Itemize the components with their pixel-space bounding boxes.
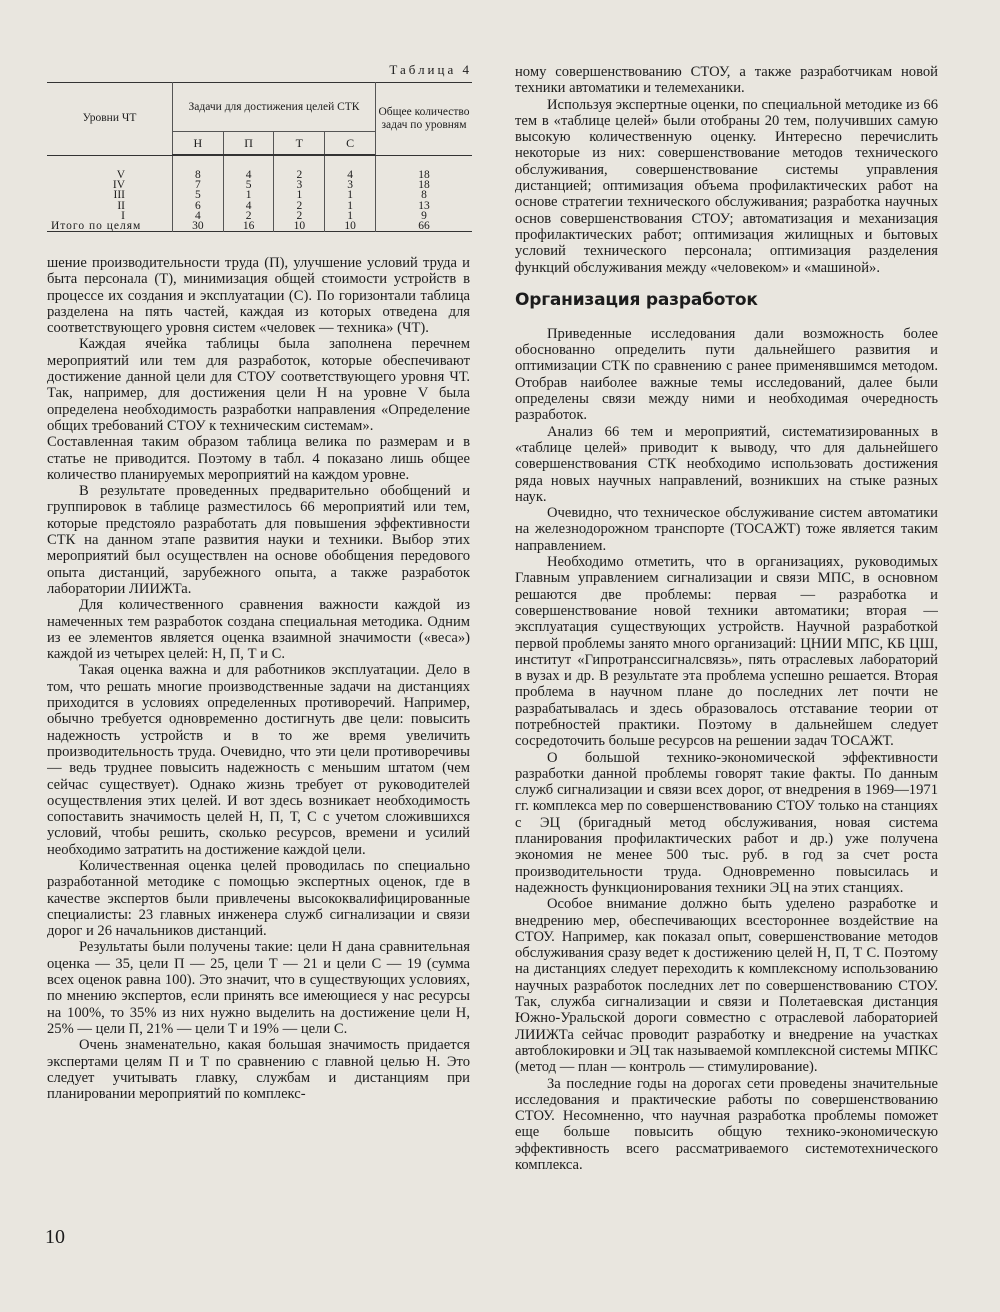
- header-goal-t: Т: [274, 132, 325, 155]
- cell: 4: [223, 201, 274, 211]
- page-number: 10: [45, 1226, 65, 1248]
- cell: 10: [274, 221, 325, 232]
- cell: 3: [325, 180, 376, 190]
- cell: 30: [173, 221, 224, 232]
- row-level: IV: [112, 179, 125, 192]
- table-row: [47, 190, 472, 200]
- cell: 3: [274, 180, 325, 190]
- paragraph: Такая оценка важна и для работников эксплуатации. Дело в том, что решать многие производственные задачи на дистанциях приходится в условиях определенных противоречий. Например, обычно требуется одновременно достигнуть две цели: повысить надежность устройств и в то же время увеличить производительность труда. Очевидно, что эти цели противоречивы — ведь труднее повысить надежность с меньшим штатом (чем сейчас существует). Однако жизнь требует от руководителей осуществления этих целей. И вот здесь возникает необходимость сопоставить значимость целей Н, П, Т, С с учетом сложившихся условий, чтобы решить, сколько ресурсов, времени и усилий необходимо затратить на достижение каждой цели.: [47, 662, 470, 858]
- paragraph: Результаты были получены такие: цели Н дана сравнительная оценка — 35, цели П — 25, цели Т — 21 и цели С — 19 (сумма всех оценок равна 100). Это значит, что в существующих условиях, по мнению экспертов, если принять все имеющиеся у нас ресурсы на 100%, то 35% из них нужно выделить на достижение цели Н, 25% — цели П, 21% — цели Т и 19% — цели С.: [47, 939, 470, 1037]
- row-level: V: [116, 169, 125, 181]
- cell: 8: [173, 156, 224, 181]
- table-row: [47, 156, 472, 181]
- cell: 5: [173, 190, 224, 200]
- paragraph: За последние годы на дорогах сети проведены значительные исследования и практические работы по совершенствованию СТОУ. Несомненно, что научная разработка проблемы поможет еще больше повысить общую технико-экономическую эффективность всего рассматриваемого системотехнического комплекса.: [515, 1075, 938, 1173]
- cell: 10: [325, 221, 376, 232]
- cell: 2: [274, 201, 325, 211]
- paragraph: Для количественного сравнения важности каждой из намеченных тем разработок создана специальная методика. Одним из ее элементов является оценка взаимной значимости («веса») каждой из четырех целей: Н, П, Т и С.: [47, 597, 470, 663]
- cell: 1: [325, 190, 376, 200]
- cell: 1: [274, 190, 325, 200]
- cell-total: 18: [376, 156, 473, 181]
- cell-total: 9: [376, 211, 473, 221]
- paragraph: Необходимо отметить, что в организациях, руководимых Главным управлением сигнализации и связи МПС, в основном решаются две проблемы: первая — разработка и совершенствование новой техники автоматики; вторая — эксплуатация существующих устройств. Научной разработкой первой проблемы занято много организаций: ЦНИИ МПС, КБ ЦШ, институт «Гипротранссигналсвязь», пять отраслевых лабораторий в вузах и др. В результате эта проблема успешно решается. Вторая проблема в научном плане до последних лет почти не разрабатывалась и здесь образовалось отставание теории от потребностей практики. Поэтому в дальнейшем следует сосредоточить больше ресурсов на решении задач ТОСАЖТ.: [515, 554, 938, 750]
- table-caption: Таблица 4: [389, 62, 472, 77]
- cell-total: 8: [376, 190, 473, 200]
- row-level: I: [121, 209, 125, 222]
- paragraph: Составленная таким образом таблица велика по размерам и в статье не приводится. Поэтому в табл. 4 показано лишь общее количество планируемых мероприятий на каждом уровне.: [47, 434, 470, 483]
- cell: 6: [173, 201, 224, 211]
- cell: 2: [223, 211, 274, 221]
- header-tasks-group: Задачи для достижения целей СТК: [173, 83, 376, 132]
- cell-total: 13: [376, 201, 473, 211]
- row-level: III: [113, 189, 125, 202]
- left-column: [47, 255, 470, 1255]
- paragraph: Приведенные исследования дали возможность более обоснованно определить пути дальнейшего развития и оптимизации СТК по сравнению с ранее применявшимся методом. Отобрав наиболее важные темы исследований, далее были определены связи между ними и необходимая очередность разработок.: [515, 325, 938, 424]
- paragraph: О большой технико-экономической эффективности разработки данной проблемы говорят такие факты. По данным служб сигнализации и связи всех дорог, от внедрения в 1969—1971 гг. комплекса мер по совершенствованию СТОУ только на станциях с ЭЦ (бригадный метод обслуживания, новая система планирования профилактических работ и др.) уже получена экономия не менее 500 тыс. руб. в год за счет роста производительности труда. Одновременно повысилась и надежность функционирования техники ЭЦ на этих станциях.: [515, 749, 938, 896]
- header-goal-p: П: [223, 132, 274, 155]
- cell: 1: [223, 190, 274, 200]
- cell: 16: [223, 221, 274, 232]
- paragraph: В результате проведенных предварительно обобщений и группировок в таблице разместилось 66 мероприятий или тем, которые предстояло разработать для повышения эффективности СТК на данном этапе развития науки и техники. Выбор этих мероприятий был осуществлен на основе обобщения передового опыта дистанций, зарубежного опыта, а также разработок лаборатории ЛИИЖТа.: [47, 483, 470, 597]
- paragraph: ному совершенствованию СТОУ, а также разработчикам новой техники автоматики и телемеханики.: [515, 64, 938, 97]
- paragraph: Очень знаменательно, какая большая значимость придается экспертами целям П и Т по сравнению с главной целью Н. Это следует учитывать главку, службам и дистанциям при планировании мероприятий по комплекс-: [47, 1037, 470, 1103]
- cell: 4: [173, 211, 224, 221]
- row-level: II: [117, 199, 125, 212]
- cell: 7: [173, 180, 224, 190]
- table-4: [47, 62, 472, 232]
- cell: 5: [223, 180, 274, 190]
- section-heading: Организация разработок: [515, 289, 758, 310]
- paragraph: Каждая ячейка таблицы была заполнена перечнем мероприятий или тем для разработок, которые обеспечивают достижение данной цели для СТОУ соответствующего уровня ЧТ. Так, например, для достижения цели Н на уровне V была определена необходимость разработки направления «Определение общих требований СТОУ к техническим системам».: [47, 336, 470, 434]
- header-goal-n: Н: [173, 132, 224, 155]
- header-goal-s: С: [325, 132, 376, 155]
- paragraph: Очевидно, что техническое обслуживание систем автоматики на железнодорожном транспорте (ТОСАЖТ) тоже является таким направлением.: [515, 505, 938, 554]
- table-body: [47, 156, 472, 232]
- table-row: [47, 201, 472, 211]
- paragraph: Анализ 66 тем и мероприятий, систематизированных в «таблице целей» приводит к выводу, что для дальнейшего совершенствования СТК необходимо использовать достижения ряда новых научных направлений, возникших на стыке разных наук.: [515, 423, 938, 505]
- paragraph: шение производительности труда (П), улучшение условий труда и быта персонала (Т), минимизация общей стоимости устройств в процессе их создания и эксплуатации (С). По горизонтали таблица разделена на пять частей, каждая из которых отведена для соответствующего уровня систем «человек — техника» (ЧТ).: [47, 255, 470, 337]
- header-total: Общее количество задач по уровням: [376, 83, 473, 155]
- cell-total: 66: [376, 221, 473, 232]
- paragraph: Особое внимание должно быть уделено разработке и внедрению мер, обеспечивающих всестороннее воздействие на СТОУ. Например, как показал опыт, совершенствование методов обслуживания сразу ведет к достижению целей Н, П, Т С. Поэтому на дистанциях следует переходить к комплексному использованию научных разработок последних лет по совершенствованию СТОУ. Так, служба сигнализации и связи и Полетаевская дистанция Южно-Уральской дороги совместно с отраслевой лабораторией ЛИИЖТа сейчас проводит разработку и внедрение на участках автоблокировки и ЭЦ так называемой комплексной системы МПКС (метод — план — контроль — стимулирование).: [515, 896, 938, 1076]
- cell: 1: [325, 201, 376, 211]
- cell: 2: [274, 211, 325, 221]
- paragraph: Используя экспертные оценки, по специальной методике из 66 тем в «таблице целей» были отобраны 20 тем, получивших самую высокую количественную оценку. Интересно перечислить некоторые из них: совершенствование методов технического обслуживания, совершенствование системы управления дистанцией; оптимизация объема профилактических работ на основе стратегии технического обслуживания; разработка научных основ совершенствования СТОУ; автоматизация и механизация профилактических работ; оптимизация жилищных и бытовых условий технического персонала; оптимизация разделения функций обслуживания между «человеком» и «машиной».: [515, 96, 938, 276]
- cell: 1: [325, 211, 376, 221]
- table-row: [47, 180, 472, 190]
- cell: 4: [325, 156, 376, 181]
- cell: 2: [274, 156, 325, 181]
- cell: 4: [223, 156, 274, 181]
- header-levels: Уровни ЧТ: [82, 112, 137, 125]
- right-column: [515, 64, 938, 1224]
- cell-total: 18: [376, 180, 473, 190]
- goals-table: [47, 82, 472, 232]
- row-level: Итого по целям: [51, 220, 142, 233]
- table-row-total: [47, 221, 472, 232]
- paragraph: Количественная оценка целей проводилась по специально разработанной методике с помощью экспертных оценок, где в качестве экспертов были привлечены высококвалифицированные специалисты: 23 главных инженера служб сигнализации и связи дорог и 26 начальников дистанций.: [47, 857, 470, 940]
